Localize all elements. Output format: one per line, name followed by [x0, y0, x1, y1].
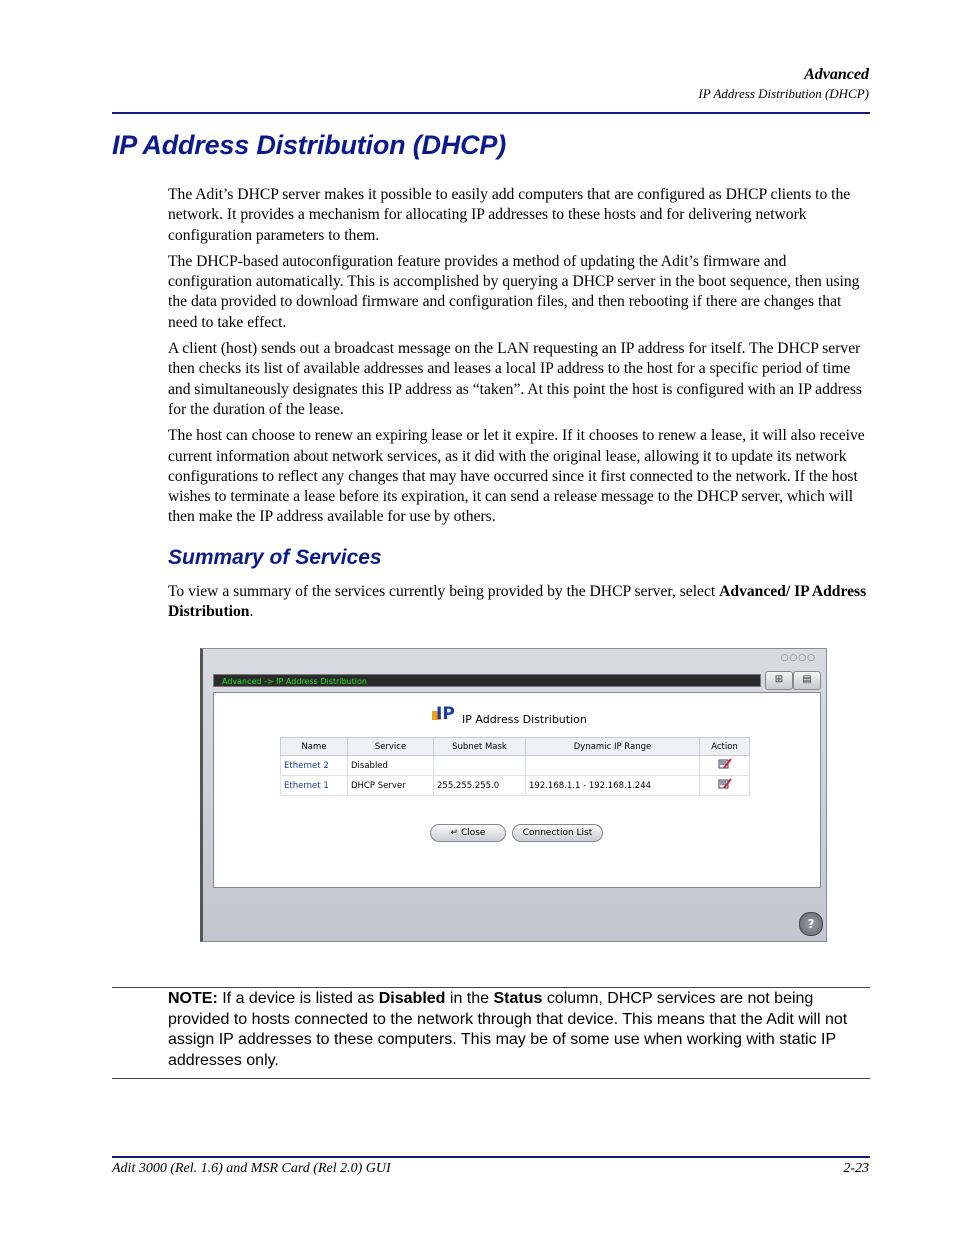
row-service: DHCP Server	[348, 776, 434, 796]
summary-intro	[168, 582, 870, 623]
col-subnet-mask: Subnet Mask	[434, 738, 526, 756]
edit-icon[interactable]	[718, 778, 732, 790]
window-grip-icon: ○○○○	[780, 653, 816, 663]
paragraph: A client (host) sends out a broadcast message on the LAN requesting an IP address for itself. The DHCP server then checks its list of available addresses and leases a local IP address to the host for a specific period of time and simultaneously designates this IP address as “taken”. At this point the host is configured with an IP address for the duration of the lease.	[168, 340, 862, 418]
col-service: Service	[348, 738, 434, 756]
section-heading: Summary of Services	[168, 546, 382, 569]
note-text: column, DHCP services are not being provided to hosts connected to the network through that device. This means that the Adit will not assign IP addresses to these computers. This may be of some use when working with static IP addresses only.	[168, 990, 848, 1069]
table-row	[281, 776, 750, 796]
table-header-row	[281, 738, 750, 756]
row-name-link[interactable]: Ethernet 2	[281, 756, 348, 776]
screenshot-window	[200, 648, 827, 942]
breadcrumb: Advanced -> IP Address Distribution	[213, 674, 761, 687]
body-paragraphs	[168, 185, 870, 534]
note-rule-bottom	[112, 1078, 870, 1079]
note-label: NOTE:	[168, 990, 218, 1007]
row-action	[700, 756, 750, 776]
running-header	[698, 66, 869, 104]
edit-icon[interactable]	[718, 758, 732, 770]
intro-text: To view a summary of the services currently being provided by the DHCP server, select	[168, 583, 720, 600]
footer-rule	[112, 1156, 870, 1158]
services-table	[280, 737, 750, 796]
col-dynamic-ip-range: Dynamic IP Range	[526, 738, 700, 756]
paragraph: The Adit’s DHCP server makes it possible to easily add computers that are configured as DHCP clients to the network. It provides a mechanism for allocating IP addresses to these hosts and for delivering network configuration parameters to them.	[168, 186, 851, 244]
footer-doc-title: Adit 3000 (Rel. 1.6) and MSR Card (Rel 2.0) GUI	[112, 1161, 391, 1176]
row-ip-range	[526, 756, 700, 776]
help-icon[interactable]: ?	[799, 912, 823, 936]
panel-title	[432, 707, 587, 726]
paragraph: The DHCP-based autoconfiguration feature provides a method of updating the Adit’s firmware and configuration automatically. This is accomplished by querying a DHCP server in the boot sequence, then using the data provided to download firmware and configuration files, and then rebooting if there are changes that need to take effect.	[168, 252, 860, 331]
table-row	[281, 756, 750, 776]
row-subnet-mask: 255.255.255.0	[434, 776, 526, 796]
intro-menu-path: Advanced/ IP Address Distribution	[168, 583, 867, 621]
close-button[interactable]	[430, 824, 506, 842]
content-panel	[213, 692, 821, 888]
page-title: IP Address Distribution (DHCP)	[112, 130, 507, 160]
header-rule	[112, 112, 870, 114]
note-bold-status: Status	[493, 990, 543, 1007]
paragraph: The host can choose to renew an expiring lease or let it expire. If it chooses to renew a lease, it will also receive current information about network services, as it did with the original lease, allowing it to update its network configurations to reflect any changes that may have occurred since it first connected to the network. If the host wishes to terminate a lease before its expiration, it can send a release message to the DHCP server, which will then make the IP address available for use by others.	[168, 427, 865, 526]
network-map-icon[interactable]: ⊞	[765, 671, 793, 690]
col-name: Name	[281, 738, 348, 756]
back-arrow-icon: ↵	[450, 828, 459, 838]
row-name-link[interactable]: Ethernet 1	[281, 776, 348, 796]
row-service: Disabled	[348, 756, 434, 776]
ip-logo-text: IP	[436, 704, 455, 724]
row-ip-range: 192.168.1.1 - 192.168.1.244	[526, 776, 700, 796]
intro-end: .	[249, 603, 254, 621]
note-rule-top	[112, 987, 870, 988]
connection-list-button[interactable]: Connection List	[512, 824, 603, 842]
header-section: Advanced	[804, 66, 869, 83]
menu-list-icon[interactable]: ▤	[793, 671, 821, 690]
note-box	[168, 989, 870, 1071]
note-text: If a device is listed as	[217, 990, 379, 1007]
note-text: in the	[445, 990, 494, 1007]
row-action	[700, 776, 750, 796]
page-number: 2-23	[843, 1161, 869, 1176]
panel-title-text: IP Address Distribution	[462, 713, 587, 726]
note-bold-disabled: Disabled	[378, 990, 446, 1007]
col-action: Action	[700, 738, 750, 756]
close-button-label: Close	[460, 828, 486, 838]
row-subnet-mask	[434, 756, 526, 776]
header-subsection: IP Address Distribution (DHCP)	[698, 86, 869, 101]
